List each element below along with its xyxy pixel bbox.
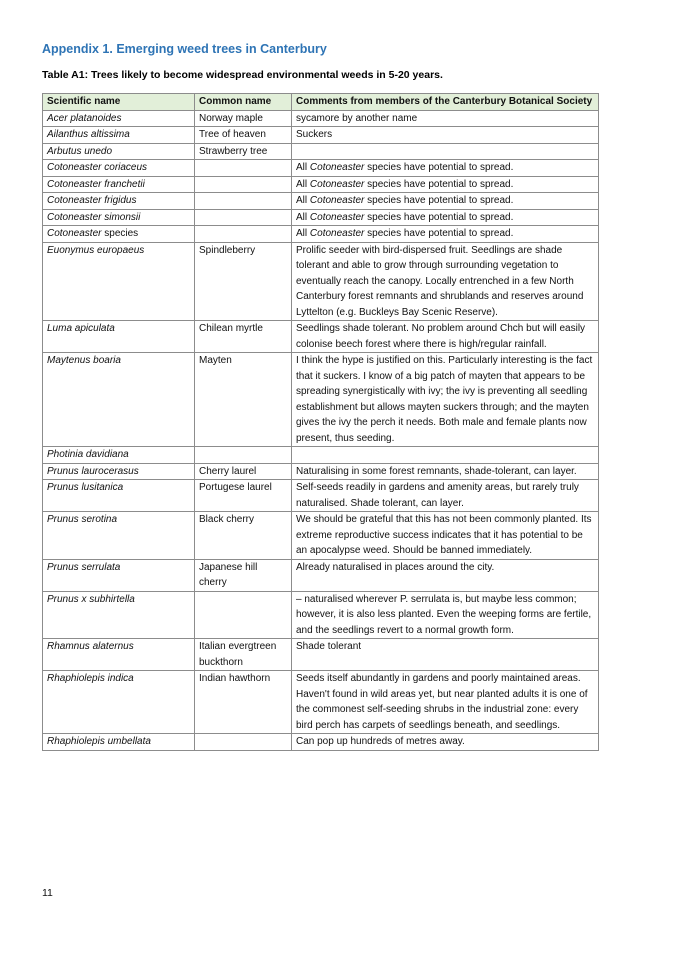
comments-cell — [292, 160, 599, 177]
comments-text: species have potential to spread. — [364, 178, 514, 190]
comments-text: All — [296, 211, 310, 223]
table-row — [43, 447, 599, 464]
table-row — [43, 176, 599, 193]
column-header-scientific: Scientific name — [43, 94, 195, 111]
comments-cell: Naturalising in some forest remnants, shade-tolerant, can layer. — [292, 463, 599, 480]
scientific-name-cell: Cotoneaster coriaceus — [43, 160, 195, 177]
table-row — [43, 463, 599, 480]
comments-text: species have potential to spread. — [364, 162, 514, 173]
scientific-name-cell: Rhamnus alaternus — [43, 639, 195, 671]
comments-text: All — [296, 178, 310, 190]
genus-name: Cotoneaster — [309, 162, 365, 173]
scientific-name-cell: Cotoneaster franchetii — [43, 176, 195, 193]
comments-cell: Self-seeds readily in gardens and amenity areas, but rarely truly naturalised. Shade tolerant, can layer. — [292, 480, 599, 512]
common-name-cell — [195, 209, 292, 226]
genus-name: Cotoneaster — [47, 228, 102, 239]
table-row — [43, 353, 599, 447]
scientific-name-cell: Rhaphiolepis indica — [43, 671, 195, 734]
common-name-cell — [195, 447, 292, 464]
common-name-cell — [195, 176, 292, 193]
scientific-name-cell: Photinia davidiana — [43, 447, 195, 464]
common-name-cell: Cherry laurel — [195, 463, 292, 480]
comments-cell: Suckers — [292, 127, 599, 144]
comments-cell: Can pop up hundreds of metres away. — [292, 734, 599, 751]
comments-text: All — [296, 228, 310, 239]
common-name-cell: Tree of heaven — [195, 127, 292, 144]
table-row — [43, 193, 599, 210]
comments-text: species have potential to spread. — [364, 228, 514, 239]
appendix-heading: Appendix 1. Emerging weed trees in Canterbury — [42, 42, 327, 56]
comments-text: All — [296, 195, 310, 206]
common-name-cell: Norway maple — [195, 110, 292, 127]
table-row — [43, 127, 599, 144]
common-name-cell — [195, 160, 292, 177]
table-header-row — [43, 94, 599, 111]
scientific-name-cell — [43, 226, 195, 243]
table-row — [43, 209, 599, 226]
common-name-cell: Spindleberry — [195, 242, 292, 321]
common-name-cell: Chilean myrtle — [195, 321, 292, 353]
common-name-cell: Strawberry tree — [195, 143, 292, 160]
scientific-name-cell: Luma apiculata — [43, 321, 195, 353]
common-name-cell: Japanese hill cherry — [195, 559, 292, 591]
column-header-common: Common name — [195, 94, 292, 111]
comments-text: species have potential to spread. — [364, 195, 514, 206]
table-row — [43, 143, 599, 160]
genus-name: Cotoneaster — [309, 195, 365, 206]
table-row — [43, 559, 599, 591]
common-name-cell: Indian hawthorn — [195, 671, 292, 734]
page-number: 11 — [42, 887, 53, 899]
scientific-name-cell: Ailanthus altissima — [43, 127, 195, 144]
scientific-name-cell: Prunus x subhirtella — [43, 591, 195, 639]
table-row — [43, 591, 599, 639]
comments-cell: Already naturalised in places around the city. — [292, 559, 599, 591]
genus-name: Cotoneaster — [309, 228, 365, 239]
table-row — [43, 639, 599, 671]
scientific-name-cell: Prunus laurocerasus — [43, 463, 195, 480]
comments-cell: I think the hype is justified on this. Particularly interesting is the fact that it suckers. I know of a big patch of mayten that appears to be spreading synergistically with ivy; the ivy is preventing all seedling establishment but allows mayten suckers through; and the mayten gives the ivy the perch it needs. Both male and female plants now present, thus seeding. — [292, 353, 599, 447]
table-row — [43, 110, 599, 127]
comments-cell — [292, 209, 599, 226]
table-row — [43, 242, 599, 321]
comments-cell: Seeds itself abundantly in gardens and poorly maintained areas. Haven't found in wild areas yet, but near planted adults it is one of the commonest self-seeding shrubs in the industrial zone: every bird perch has carpets of seedlings beneath, and seedlings. — [292, 671, 599, 734]
scientific-name-suffix: species — [101, 228, 139, 239]
scientific-name-cell: Cotoneaster frigidus — [43, 193, 195, 210]
common-name-cell — [195, 591, 292, 639]
common-name-cell — [195, 734, 292, 751]
scientific-name-cell: Rhaphiolepis umbellata — [43, 734, 195, 751]
common-name-cell — [195, 193, 292, 210]
scientific-name-cell: Prunus serotina — [43, 512, 195, 560]
scientific-name-cell: Prunus serrulata — [43, 559, 195, 591]
genus-name: Cotoneaster — [309, 211, 365, 223]
common-name-cell: Black cherry — [195, 512, 292, 560]
comments-cell: Shade tolerant — [292, 639, 599, 671]
comments-cell: Seedlings shade tolerant. No problem around Chch but will easily colonise beech forest where there is high/regular rainfall. — [292, 321, 599, 353]
comments-cell — [292, 143, 599, 160]
comments-text: All — [296, 162, 310, 173]
weed-trees-table — [42, 93, 599, 751]
comments-cell — [292, 226, 599, 243]
genus-name: Cotoneaster — [309, 178, 365, 190]
scientific-name-cell: Euonymus europaeus — [43, 242, 195, 321]
scientific-name-cell: Acer platanoides — [43, 110, 195, 127]
table-row — [43, 480, 599, 512]
common-name-cell: Portugese laurel — [195, 480, 292, 512]
scientific-name-cell: Cotoneaster simonsii — [43, 209, 195, 226]
comments-text: species have potential to spread. — [364, 211, 514, 223]
table-row — [43, 734, 599, 751]
table-row — [43, 321, 599, 353]
comments-cell: We should be grateful that this has not been commonly planted. Its extreme reproductive success indicates that it has potential to be an apocalypse weed. Should be banned immediately. — [292, 512, 599, 560]
comments-cell — [292, 447, 599, 464]
scientific-name-cell: Arbutus unedo — [43, 143, 195, 160]
comments-cell: sycamore by another name — [292, 110, 599, 127]
table-row — [43, 512, 599, 560]
comments-cell: Prolific seeder with bird-dispersed fruit. Seedlings are shade tolerant and able to grow through surrounding vegetation to eventually reach the canopy. Locally entrenched in a few North Canterbury forest remnants and shrublands and reserves around Lyttelton (e.g. Buckleys Bay Scenic Reserve). — [292, 242, 599, 321]
common-name-cell: Italian evergtreen buckthorn — [195, 639, 292, 671]
scientific-name-cell: Prunus lusitanica — [43, 480, 195, 512]
comments-cell — [292, 176, 599, 193]
comments-cell: – naturalised wherever P. serrulata is, but maybe less common; however, it is also less planted. Even the weeping forms are fertile, and the seedlings revert to a normal growth form. — [292, 591, 599, 639]
comments-cell — [292, 193, 599, 210]
scientific-name-cell: Maytenus boaria — [43, 353, 195, 447]
common-name-cell: Mayten — [195, 353, 292, 447]
common-name-cell — [195, 226, 292, 243]
column-header-comments: Comments from members of the Canterbury Botanical Society — [292, 94, 599, 111]
table-caption: Table A1: Trees likely to become widespread environmental weeds in 5-20 years. — [42, 69, 443, 81]
table-row — [43, 671, 599, 734]
table-row — [43, 226, 599, 243]
table-row — [43, 160, 599, 177]
